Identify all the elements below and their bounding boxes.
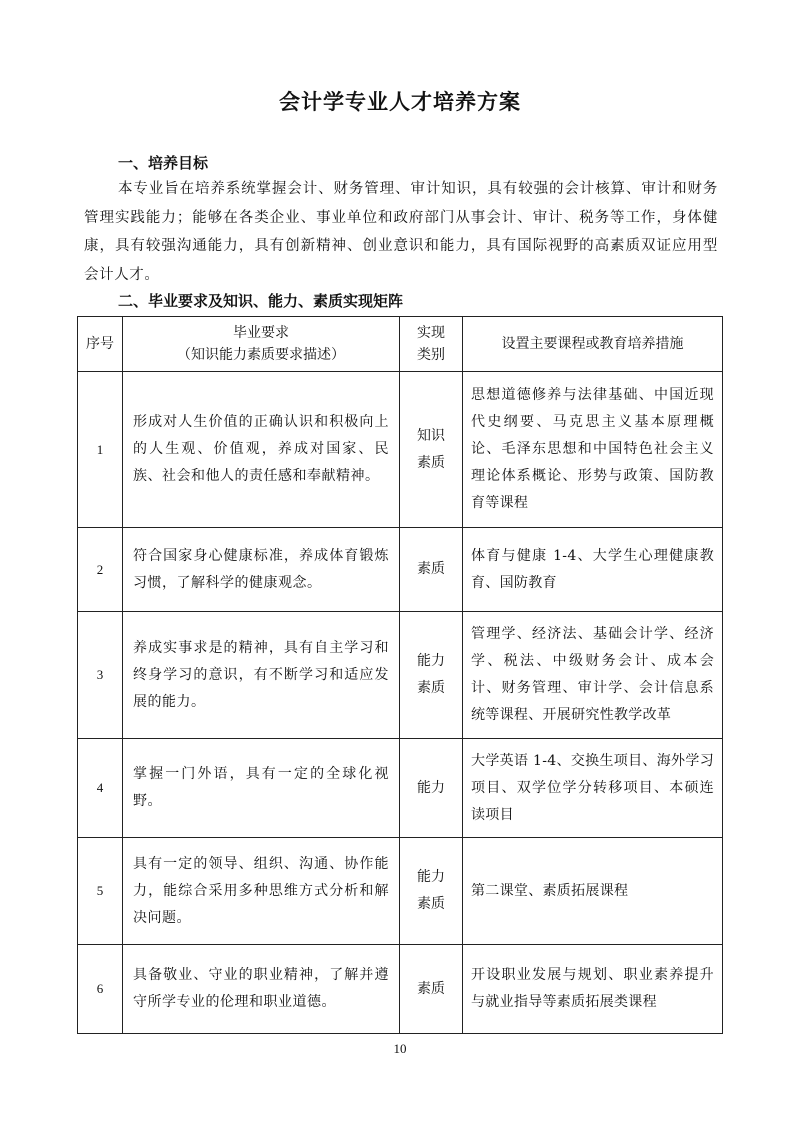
row-requirement: 符合国家身心健康标准，养成体育锻炼习惯，了解科学的健康观念。 (123, 528, 400, 612)
row-requirement: 具有一定的领导、组织、沟通、协作能力，能综合采用多种思维方式分析和解决问题。 (123, 838, 400, 945)
table-row (78, 838, 723, 945)
row-number: 6 (78, 945, 123, 1034)
row-courses: 体育与健康 1-4、大学生心理健康教育、国防教育 (463, 528, 723, 612)
page-number: 10 (393, 1041, 407, 1056)
requirements-matrix-table (77, 316, 723, 1034)
row-number: 5 (78, 838, 123, 945)
section-heading-matrix: 二、毕业要求及知识、能力、素质实现矩阵 (118, 292, 404, 310)
row-requirement: 具备敬业、守业的职业精神，了解并遵守所学专业的伦理和职业道德。 (123, 945, 400, 1034)
row-courses: 大学英语 1-4、交换生项目、海外学习项目、双学位学分转移项目、本硕连读项目 (463, 739, 723, 838)
row-type-line1: 知识 (417, 427, 445, 444)
row-type (400, 838, 463, 945)
row-courses: 开设职业发展与规划、职业素养提升与就业指导等素质拓展类课程 (463, 945, 723, 1034)
row-courses: 第二课堂、素质拓展课程 (463, 838, 723, 945)
table-row (78, 739, 723, 838)
header-no: 序号 (78, 317, 123, 372)
objectives-paragraph: 本专业旨在培养系统掌握会计、财务管理、审计知识，具有较强的会计核算、审计和财务管理实践能力；能够在各类企业、事业单位和政府部门从事会计、审计、税务等工作，身体健康，具有较强沟通能力，具有创新精神、创业意识和能力，具有国际视野的高素质双证应用型会计人才。 (84, 181, 718, 283)
table-row (78, 528, 723, 612)
header-type (400, 317, 463, 372)
header-requirement-line1: 毕业要求 (233, 325, 289, 341)
table-row (78, 612, 723, 739)
header-requirement-line2: （知识能力素质要求描述） (177, 347, 345, 363)
row-number: 2 (78, 528, 123, 612)
row-number: 3 (78, 612, 123, 739)
row-requirement: 养成实事求是的精神，具有自主学习和终身学习的意识，有不断学习和适应发展的能力。 (123, 612, 400, 739)
row-requirement: 掌握一门外语，具有一定的全球化视野。 (123, 739, 400, 838)
header-type-line2: 类别 (417, 347, 445, 363)
row-type (400, 528, 463, 612)
table-header-row (78, 317, 723, 372)
row-type-line2: 素质 (417, 454, 445, 471)
table-row (78, 945, 723, 1034)
row-type-line1: 能力 (417, 869, 445, 885)
row-type (400, 739, 463, 838)
row-type (400, 945, 463, 1034)
row-type-line2: 素质 (417, 896, 445, 912)
document-title: 会计学专业人才培养方案 (279, 90, 521, 114)
row-type-line1: 素质 (417, 980, 445, 997)
section-heading-objectives: 一、培养目标 (118, 154, 209, 172)
header-requirement (123, 317, 400, 372)
header-type-line1: 实现 (417, 325, 445, 341)
row-type (400, 372, 463, 528)
row-requirement: 形成对人生价值的正确认识和积极向上的人生观、价值观，养成对国家、民族、社会和他人的责任感和奉献精神。 (123, 372, 400, 528)
row-courses: 管理学、经济法、基础会计学、经济学、税法、中级财务会计、成本会计、财务管理、审计学、会计信息系统等课程、开展研究性教学改革 (463, 612, 723, 739)
row-type-line1: 素质 (417, 561, 445, 577)
row-type-line1: 能力 (417, 653, 445, 669)
row-type (400, 612, 463, 739)
row-type-line2: 素质 (417, 680, 445, 696)
row-number: 1 (78, 372, 123, 528)
row-courses: 思想道德修养与法律基础、中国近现代史纲要、马克思主义基本原理概论、毛泽东思想和中国特色社会主义理论体系概论、形势与政策、国防教育等课程 (463, 372, 723, 528)
table-row (78, 372, 723, 528)
row-number: 4 (78, 739, 123, 838)
header-courses: 设置主要课程或教育培养措施 (463, 317, 723, 372)
row-type-line1: 能力 (417, 779, 445, 796)
